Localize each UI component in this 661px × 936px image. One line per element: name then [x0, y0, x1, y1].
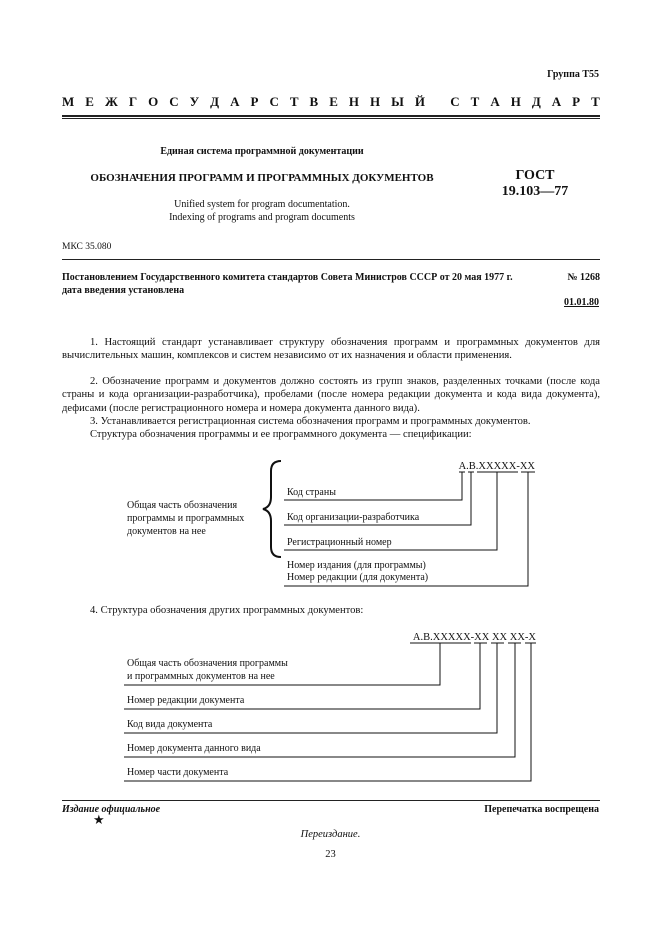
banner-letter: Н [369, 94, 381, 109]
paragraph-4: 4. Структура обозначения других программных документов: [90, 605, 364, 616]
english-title-line-1: Unified system for program documentation. [174, 199, 350, 210]
row2-revision-number: Номер редакции документа [127, 695, 245, 706]
paragraph-1: 1. Настоящий стандарт устанавливает структуру обозначения программ и программных документов для вычислительных машин, комплексов и систем независимо от их назначения и области применения. [62, 337, 600, 362]
banner-letter: Ы [391, 94, 404, 109]
group-code: Группа Т55 [547, 69, 599, 80]
decree-text: Постановлением Государственного комитета стандартов Совета Министров СССР от 20 мая 1977 г. [62, 272, 513, 283]
row-revision-number: Номер редакции (для документа) [287, 572, 429, 583]
banner-letter: С [450, 94, 460, 109]
reissue-note: Переиздание. [300, 829, 361, 840]
page-number: 23 [325, 849, 336, 860]
row2-common-part-line-2: и программных документов на нее [127, 671, 275, 682]
banner-letter: Й [414, 94, 425, 109]
banner-letter: Т [289, 94, 299, 109]
banner-letter: Н [510, 94, 521, 109]
footer-rule [62, 800, 600, 801]
row-registration-number: Регистрационный номер [287, 537, 392, 548]
official-edition-label: Издание официальное [62, 804, 161, 815]
row2-common-part-line-1: Общая часть обозначения программы [127, 658, 288, 669]
series-title: Единая система программной документации [160, 146, 364, 157]
banner-letter: Т [470, 94, 480, 109]
banner-letter: Д [531, 94, 541, 109]
banner-letter: Е [329, 94, 338, 109]
banner-letter: Н [348, 94, 359, 109]
banner-letter: А [230, 94, 240, 109]
row2-document-type-code: Код вида документа [127, 719, 213, 730]
document-title: ОБОЗНАЧЕНИЯ ПРОГРАММ И ПРОГРАММНЫХ ДОКУМЕНТОВ [90, 172, 434, 184]
english-title-line-2: Indexing of programs and program documents [169, 212, 355, 223]
banner-letter: Р [572, 94, 581, 109]
paragraph-3-text: 3. Устанавливается регистрационная система обозначения программ и программных документов. [90, 416, 531, 427]
banner-letter: А [490, 94, 500, 109]
banner-letter: В [309, 94, 319, 109]
diagram-2-code: А.В.ХХХХХ-ХХ ХХ ХХ-Х [412, 632, 536, 643]
banner-letter: М [62, 94, 75, 109]
banner-letter: Т [591, 94, 600, 109]
brace-label-line-3: документов на нее [127, 526, 206, 537]
gost-number: 19.103—77 [501, 184, 569, 199]
star-icon: ★ [93, 812, 105, 827]
banner-letter: С [169, 94, 179, 109]
diagram-1-code: А.В.ХХХХХ-ХХ [458, 461, 535, 472]
brace-label-line-1: Общая часть обозначения [127, 500, 238, 511]
intro-date: 01.01.80 [564, 297, 599, 308]
row-organization-code: Код организации-разработчика [287, 512, 420, 523]
classification-code: МКС 35.080 [62, 242, 112, 252]
banner-letter: Д [210, 94, 220, 109]
banner-letter: Р [250, 94, 259, 109]
banner-letter: А [551, 94, 562, 109]
banner-letter: Е [85, 94, 94, 109]
reprint-prohibited-label: Перепечатка воспрещена [484, 804, 599, 815]
decree-number: № 1268 [567, 272, 600, 283]
paragraph-2: 2. Обозначение программ и документов должно состоять из групп знаков, разделенных точками (после кода страны и кода организации-разработчика), пробелами (после номера редакции документа и кода вида документа), дефисами (после регистрационного номера и номера документа данного вида). [62, 376, 600, 414]
banner-letter: Г [128, 94, 138, 109]
banner-letter: С [269, 94, 279, 109]
row-country-code: Код страны [287, 487, 336, 498]
diagram-1-brace [263, 461, 281, 557]
banner-letter: Ж [104, 94, 118, 109]
banner-letter: У [189, 94, 200, 109]
brace-label-line-2: программы и программных [127, 513, 245, 524]
banner-letter: О [148, 94, 159, 109]
row-edition-number: Номер издания (для программы) [287, 560, 426, 571]
row2-document-number: Номер документа данного вида [127, 743, 261, 754]
row2-part-number: Номер части документа [127, 767, 229, 778]
intro-date-label: дата введения установлена [62, 285, 185, 296]
gost-label: ГОСТ [515, 168, 555, 183]
paragraph-3-structure: Структура обозначения программы и ее программного документа — спецификации: [90, 429, 472, 441]
